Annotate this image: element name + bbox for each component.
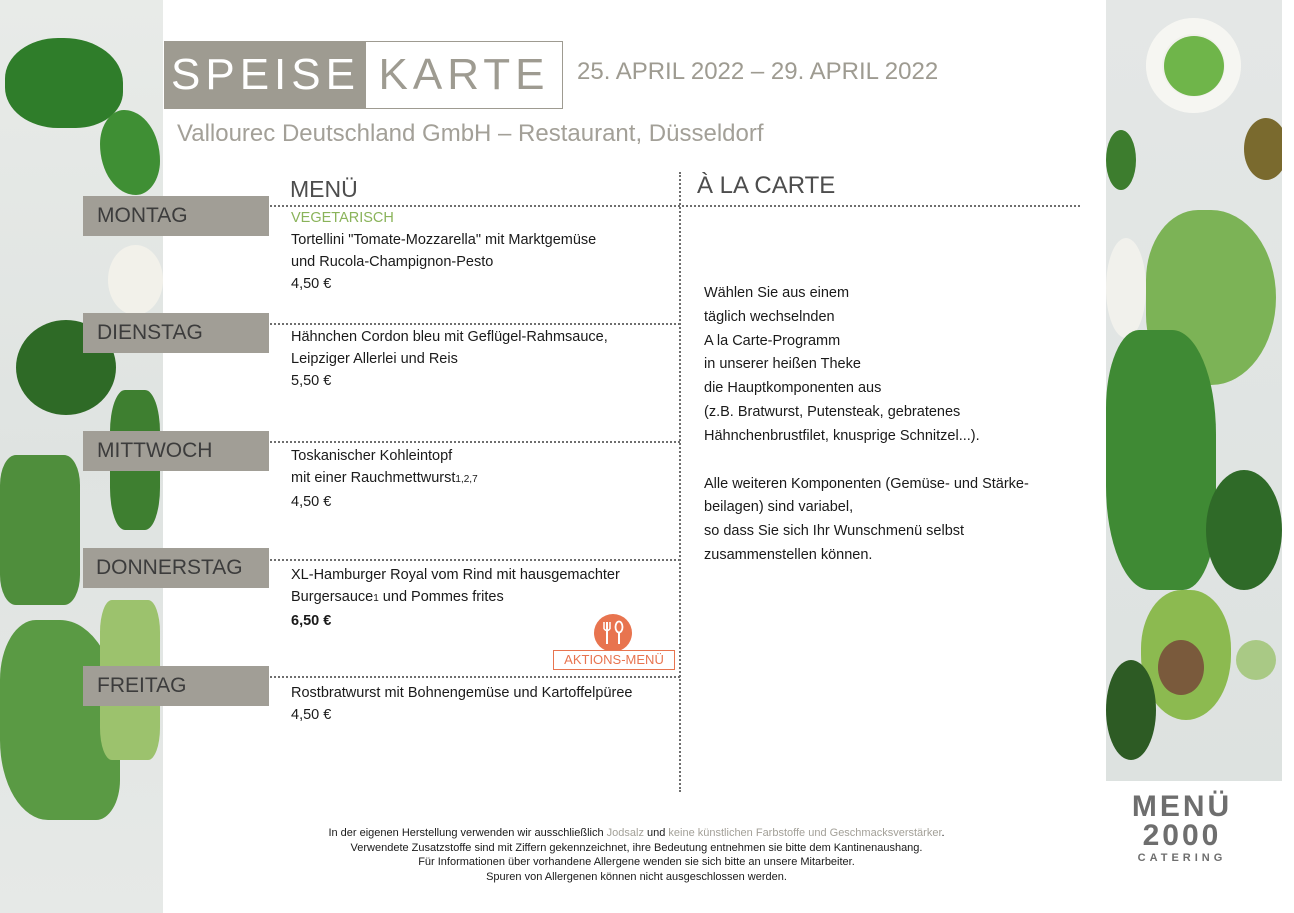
dish-price: 6,50 € [291, 613, 332, 629]
logo-line-1: MENÜ [1131, 790, 1233, 823]
day-label-freitag: FREITAG [83, 666, 269, 706]
dish-montag [291, 207, 596, 295]
alacarte-line: so dass Sie sich Ihr Wunschmenü selbst [704, 523, 965, 540]
dotted-rule-donnerstag [246, 559, 680, 561]
title-speise: SPEISE [165, 42, 366, 108]
dish-line: Tortellini "Tomate-Mozzarella" mit Marktgemüse [291, 232, 597, 248]
alacarte-line: in unserer heißen Theke [704, 356, 861, 373]
title-karte: KARTE [378, 50, 550, 99]
vegetable-photo-right [1106, 0, 1282, 781]
footer-highlight: keine künstlichen Farbstoffe und Geschmacksverstärker [668, 827, 942, 839]
footer-highlight: Jodsalz [606, 827, 644, 839]
day-label-dienstag: DIENSTAG [83, 313, 269, 353]
dish-line: Leipziger Allerlei und Reis [291, 351, 458, 367]
dish-line: Rostbratwurst mit Bohnengemüse und Kartoffelpüree [291, 685, 633, 701]
day-label-montag: MONTAG [83, 196, 269, 236]
alacarte-line: die Hauptkomponenten aus [704, 380, 882, 397]
dish-line-with-additives [291, 467, 478, 491]
allergen-footer [258, 826, 1015, 884]
footer-line-2: Verwendete Zusatzstoffe sind mit Ziffern gekennzeichnet, ihre Bedeutung entnehmen sie bitte dem Kantinenaushang. [350, 841, 923, 854]
additive-numbers: 1,2,7 [455, 474, 478, 485]
logo-line-3: CATERING [1137, 852, 1227, 864]
alacarte-column-heading: À LA CARTE [697, 172, 836, 199]
dish-price: 4,50 € [291, 707, 332, 723]
menu2000-logo [1116, 792, 1248, 866]
dotted-rule-mittwoch [246, 441, 680, 443]
restaurant-subtitle: Vallourec Deutschland GmbH – Restaurant, Düsseldorf [177, 120, 764, 147]
footer-line-1 [258, 826, 1015, 841]
alacarte-line: zusammenstellen können. [704, 546, 873, 563]
dish-line: mit einer Rauchmettwurst [291, 470, 456, 486]
alacarte-line: beilagen) sind variabel, [704, 499, 854, 516]
day-label-donnerstag: DONNERSTAG [83, 548, 269, 588]
additive-numbers: 1 [373, 593, 379, 604]
dish-freitag [291, 682, 632, 726]
alacarte-line: Wählen Sie aus einem [704, 285, 850, 301]
alacarte-description [704, 282, 1029, 568]
footer-line-4: Spuren von Allergenen können nicht ausgeschlossen werden. [486, 870, 787, 883]
day-label-mittwoch: MITTWOCH [83, 431, 269, 471]
logo-line-2: 2000 [1142, 819, 1222, 852]
alacarte-line: Hähnchenbrustfilet, knusprige Schnitzel...). [704, 427, 980, 444]
cutlery-icon [594, 614, 632, 652]
footer-text: In der eigenen Herstellung verwenden wir ausschließlich [328, 827, 607, 839]
vegetarian-tag: VEGETARISCH [291, 210, 394, 226]
footer-text: und [643, 827, 669, 839]
dish-line: XL-Hamburger Royal vom Rind mit hausgemachter [291, 567, 620, 583]
dish-line: Burgersauce [291, 589, 374, 605]
alacarte-line: täglich wechselnden [704, 308, 835, 325]
footer-text: . [941, 827, 945, 839]
dish-price: 4,50 € [291, 494, 332, 510]
alacarte-line: A la Carte-Programm [704, 332, 841, 349]
dish-price: 5,50 € [291, 373, 332, 389]
column-divider [679, 172, 681, 792]
menu-column-heading: MENÜ [290, 176, 358, 202]
dish-line: und Pommes frites [378, 589, 504, 605]
dish-line: Hähnchen Cordon bleu mit Geflügel-Rahmsauce, [291, 329, 608, 345]
dish-dienstag [291, 326, 608, 392]
dotted-rule-dienstag [246, 323, 680, 325]
aktions-menu-badge: AKTIONS-MENÜ [553, 650, 675, 670]
footer-line-3: Für Informationen über vorhandene Allergene wenden sie sich bitte an unsere Mitarbeiter. [418, 856, 855, 868]
dish-line-with-additives [291, 586, 620, 610]
alacarte-line: Alle weiteren Komponenten (Gemüse- und Stärke- [704, 475, 1029, 492]
dotted-rule-freitag [246, 676, 680, 678]
dish-line: Toskanischer Kohleintopf [291, 448, 453, 464]
date-range: 25. APRIL 2022 – 29. APRIL 2022 [577, 58, 939, 85]
dish-line: und Rucola-Champignon-Pesto [291, 254, 494, 270]
dish-donnerstag [291, 564, 620, 632]
dish-price: 4,50 € [291, 276, 332, 292]
dish-mittwoch [291, 445, 478, 513]
title-box [164, 41, 563, 109]
alacarte-line: (z.B. Bratwurst, Putensteak, gebratenes [704, 403, 961, 420]
